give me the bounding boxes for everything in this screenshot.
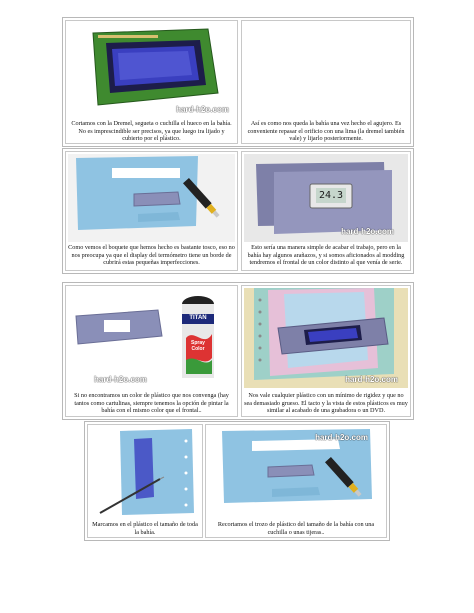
cut-bay-photo (68, 154, 235, 242)
spray-color-label: Spray Color (191, 340, 205, 352)
row-2-left-cell (65, 151, 238, 271)
row-1-left-cell (65, 20, 238, 144)
caption-row-4-left: Marcamos en el plástico el tamaño de toda la bahía. (92, 521, 198, 536)
caption-row-3-left: Si no encontramos un color de plástico que nos convenga (hay tantos como cartulinas, siempre tenemos la opción de pintar la bahía con el mismo color que el frontal.. (74, 392, 229, 415)
row-2-table (62, 148, 414, 274)
watermark-text: hard-h2o.com (94, 375, 147, 384)
thermometer-bay-photo (244, 154, 408, 242)
spray-paint-photo (68, 288, 235, 388)
row-1-table (62, 17, 414, 147)
row-4-left-cell (87, 424, 203, 538)
watermark-text: hard-h2o.com (315, 433, 368, 442)
caption-row-1-right: Así es como nos queda la bahía una vez hecho el agujero. Es conveniente repasar el orificio con una lima (la dremel también vale) y lijarlo posteriormente. (247, 120, 405, 142)
row-4-table (84, 421, 390, 541)
caption-row-2-right: Esto sería una manera simple de acabar el trabajo, pero en la bahía hay algunos arañazos, y si somos aficionados al modding tendremos el frontal de un color distinto al que venía de serie. (247, 244, 405, 267)
row-3-table (62, 282, 414, 420)
caption-row-4-right: Recortamos el trozo de plástico del tamaño de la bahía con una cuchilla o unas tijeras.. (217, 521, 375, 536)
thermometer-display: 24.3 (318, 190, 344, 201)
watermark-text: hard-h2o.com (345, 375, 398, 384)
marking-plastic-photo (90, 427, 200, 517)
row-3-left-cell (65, 285, 238, 417)
watermark-text: hard-h2o.com (176, 105, 229, 114)
caption-row-1-left: Cortamos con la Dremel, segueta o cuchilla el hueco en la bahía. No es imprescindible ser precisos, ya que luego ira lijado y cubierto por el plástico. (71, 120, 232, 142)
lcd-module-photo (68, 23, 235, 118)
row-4-right-cell (205, 424, 387, 538)
plastic-sheets-photo (244, 288, 408, 388)
spray-brand-label: TITAN (189, 315, 207, 321)
cutting-plastic-photo (208, 427, 384, 517)
watermark-text: hard-h2o.com (341, 227, 394, 236)
blank-photo-area (244, 23, 408, 118)
row-2-right-cell (241, 151, 411, 271)
caption-row-3-right: Nos vale cualquier plástico con un mínimo de rigidez y que no sea demasiado grueso. El tacto y la vista de estos plásticos es muy similar al acabado de una grabadora o un DVD. (244, 392, 408, 415)
caption-row-2-left: Como vemos el boquete que hemos hecho es bastante tosco, eso no nos preocupa ya que el display del termómetro tiene un borde de cubrirá estas pequeñas imperfecciones. (68, 244, 235, 267)
row-1-right-cell (241, 20, 411, 144)
row-3-right-cell (241, 285, 411, 417)
